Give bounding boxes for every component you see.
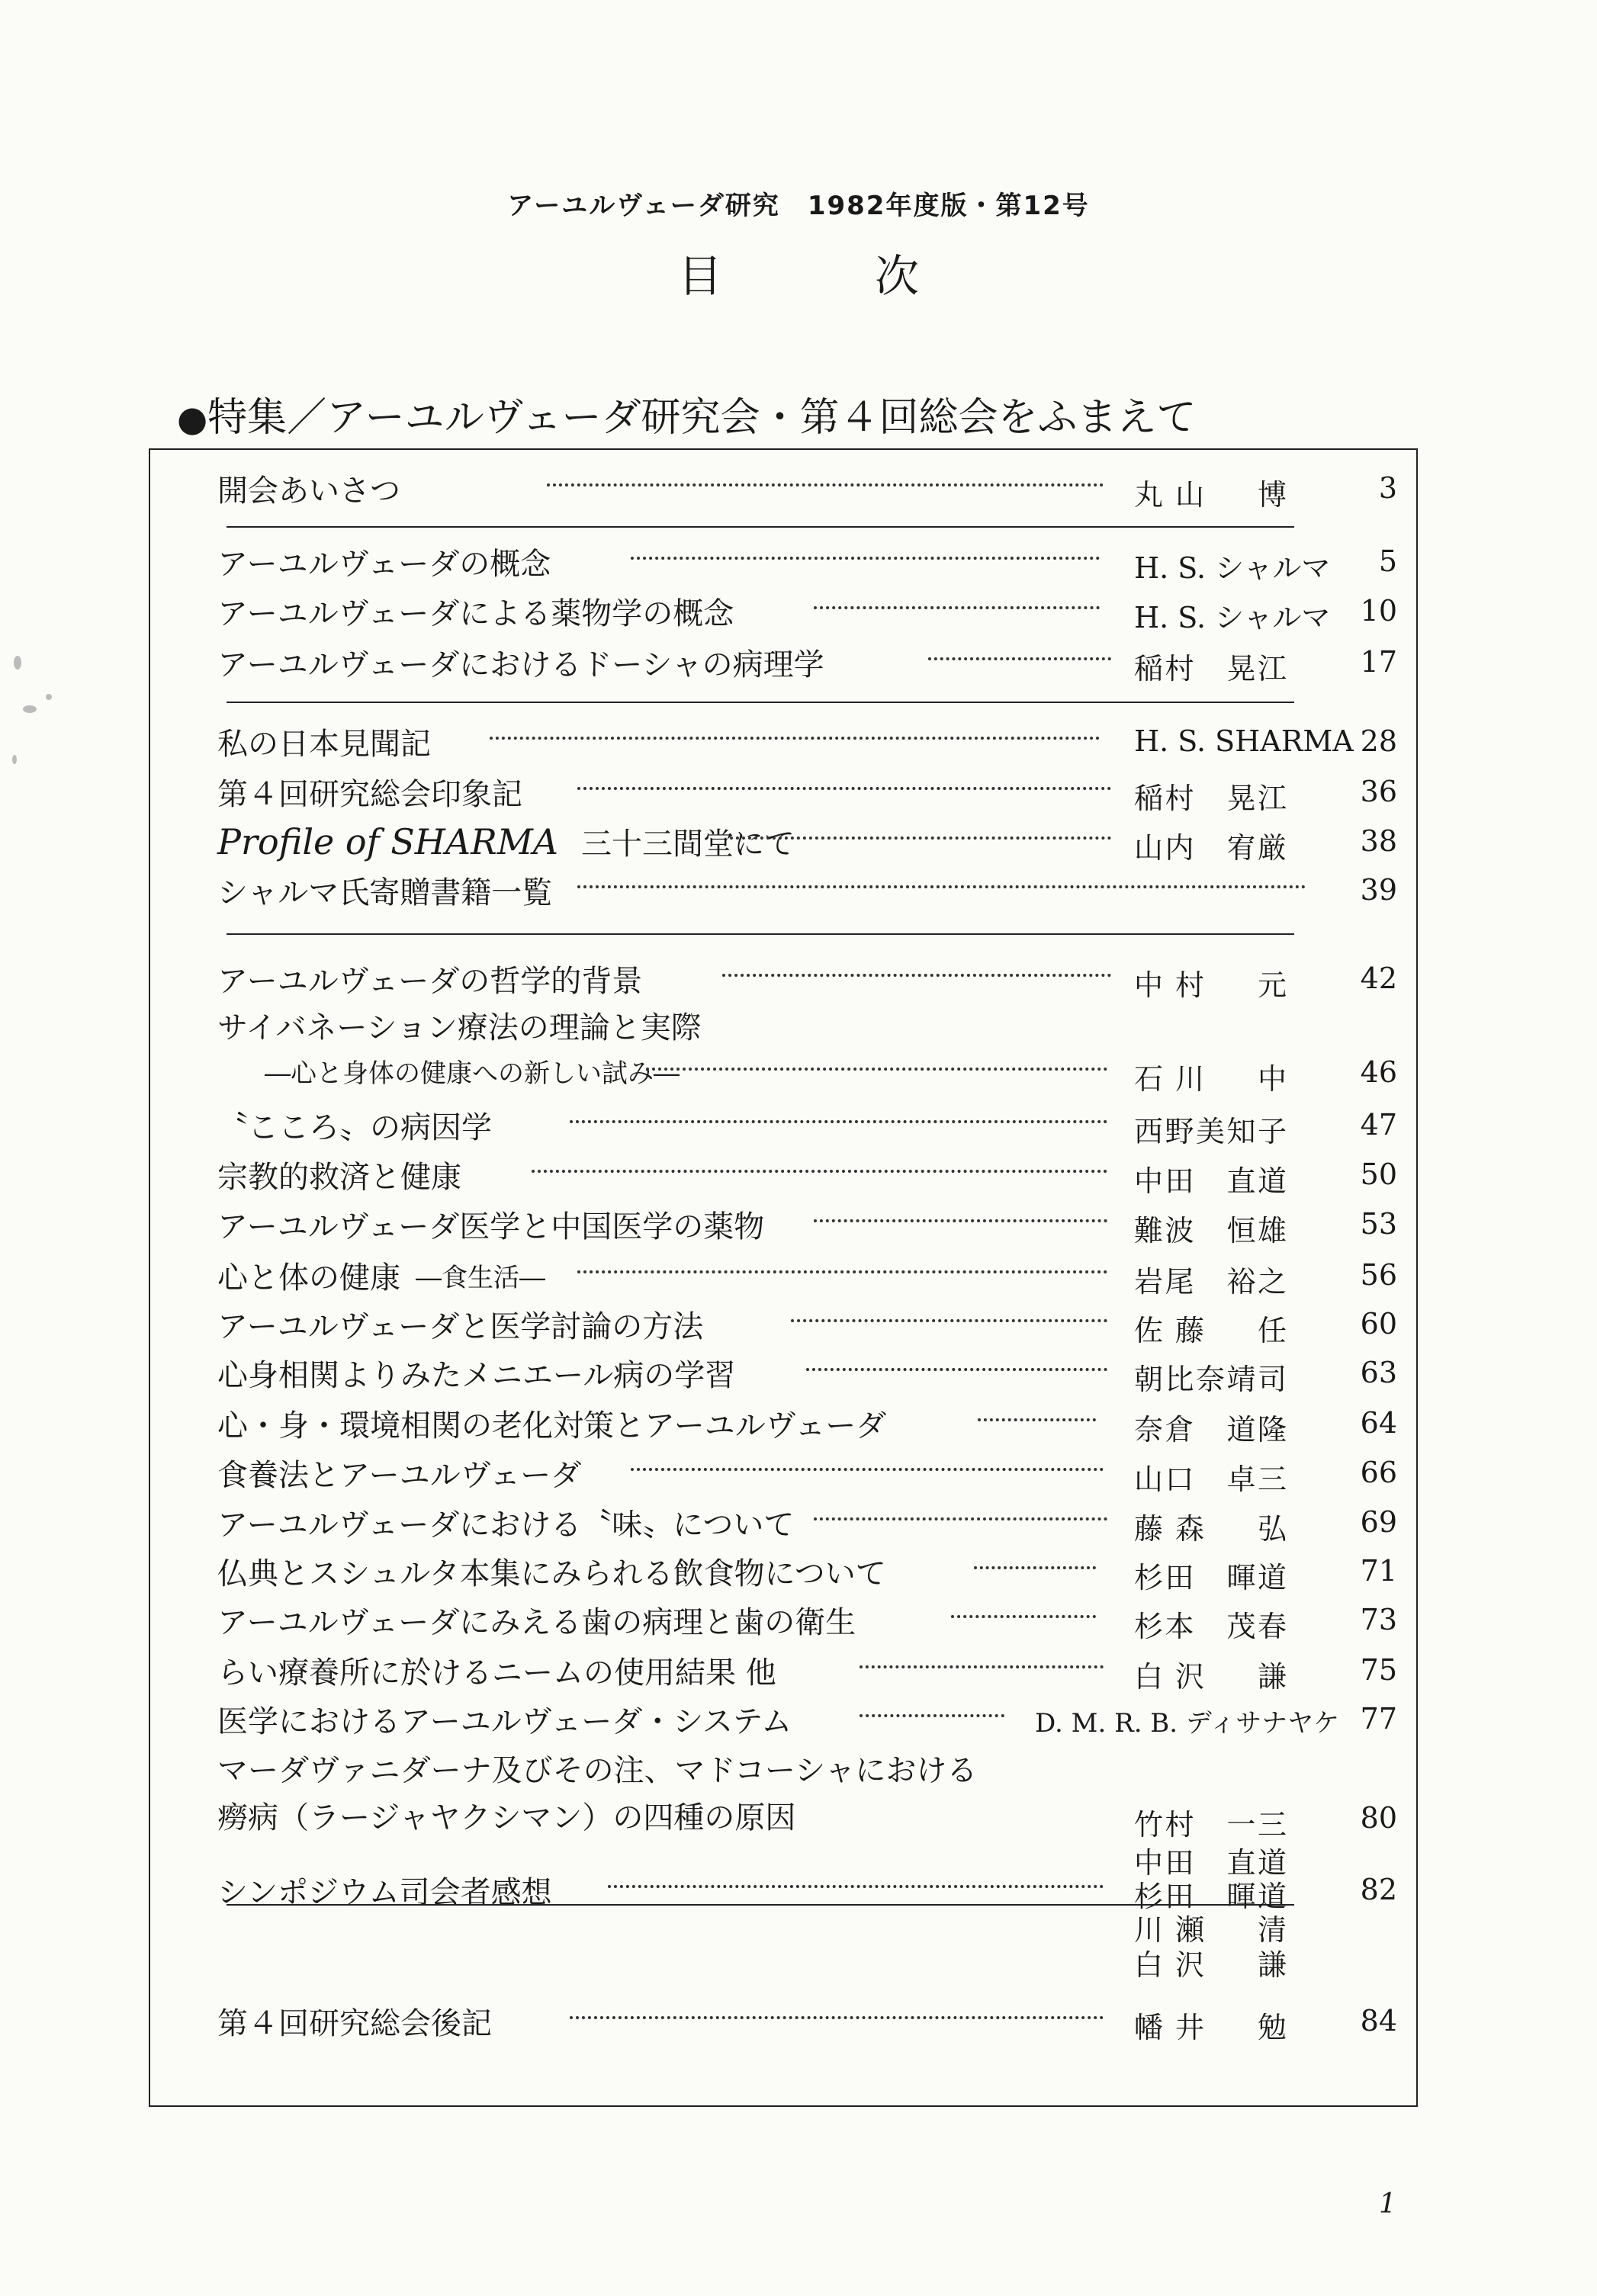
entry-title (217, 1868, 552, 1912)
entry-page: 10 (1360, 594, 1397, 628)
entry-author: 西野美知子 (1134, 1115, 1287, 1148)
entry-author: 杉田 暉道 (1134, 1561, 1287, 1594)
entry-author: 稲村 晃江 (1134, 782, 1287, 815)
toc-entry (150, 1649, 1419, 1694)
toc-entry (150, 869, 1419, 910)
entry-author: H. S. SHARMA (1134, 724, 1354, 758)
entry-title (217, 540, 551, 583)
entry-title (217, 720, 431, 763)
entry-author: 杉本 茂春 (1134, 1610, 1287, 1643)
toc-entry (150, 720, 1419, 762)
toc-heading: 目次 (677, 250, 1072, 302)
entry-author: 稲村 晃江 (1134, 652, 1287, 686)
leader-dots (577, 1270, 1107, 1273)
leader-dots (951, 1615, 1096, 1618)
entry-page: 60 (1360, 1307, 1397, 1341)
toc-entry (150, 540, 1419, 585)
entry-page: 73 (1360, 1603, 1397, 1636)
toc-entry (150, 1203, 1419, 1248)
entry-title (217, 1302, 703, 1346)
entry-title (217, 1451, 581, 1495)
entry-author: 白沢 謙 (1134, 1660, 1287, 1694)
entry-title-text: 開会あいさつ (217, 474, 400, 509)
entry-title-text: シャルマ氏寄贈書籍一覧 (217, 875, 553, 910)
entry-title (217, 869, 552, 912)
entry-page: 84 (1360, 2004, 1397, 2037)
entry-title-text: 食養法とアーユルヴェーダ (217, 1458, 582, 1493)
entry-author: 山内 宥厳 (1134, 831, 1287, 865)
entry-title-text: サイバネーション療法の理論と実際 (217, 1010, 702, 1045)
entry-title-text: 第４回研究総会後記 (217, 2006, 492, 2041)
leader-dots (547, 483, 1104, 486)
leader-dots (730, 837, 1111, 840)
entry-page: 5 (1378, 544, 1397, 578)
entry-title-line2: 癆病（ラージャヤクシマン）の四種の原因 (217, 1800, 796, 1835)
entry-title (217, 1103, 492, 1147)
toc-entry (150, 1351, 1419, 1396)
leader-dots (978, 1418, 1096, 1421)
entry-title (217, 1351, 735, 1395)
entry-title (217, 1254, 545, 1297)
entry-author: 川瀬 清 (1134, 1913, 1287, 1947)
entry-subtitle: ―食生活― (416, 1263, 545, 1293)
entry-title (217, 1203, 764, 1246)
leader-dots (631, 1468, 1104, 1471)
entry-title (217, 467, 400, 510)
section-divider (227, 933, 1294, 935)
entry-title-text: 〝こころ〟の病因学 (217, 1110, 492, 1145)
page-number: 1 (1379, 2188, 1396, 2220)
toc-entry (150, 1868, 1419, 1982)
entry-title (217, 1999, 492, 2043)
leader-dots (806, 1368, 1107, 1371)
toc-entry (150, 1451, 1419, 1496)
toc-entry (150, 1999, 1419, 2044)
leader-dots (577, 787, 1111, 790)
entry-page: 39 (1360, 873, 1397, 907)
entry-title (217, 1598, 856, 1642)
entry-title-text: 宗教的救済と健康 (217, 1160, 461, 1195)
entry-page: 17 (1360, 645, 1397, 679)
toc-entry (150, 1598, 1419, 1643)
entry-page: 63 (1360, 1356, 1397, 1389)
section-divider (227, 702, 1294, 703)
entry-title-text: アーユルヴェーダと医学討論の方法 (217, 1309, 704, 1344)
entry-author: 藤森 弘 (1134, 1512, 1287, 1546)
feature-title-text: 特集／アーユルヴェーダ研究会・第４回総会をふまえて (207, 395, 1197, 441)
entry-title-text: アーユルヴェーダによる薬物学の概念 (217, 596, 734, 631)
entry-title-text: 心・身・環境相関の老化対策とアーユルヴェーダ (217, 1408, 887, 1443)
entry-title-text: 医学におけるアーユルヴェーダ・システム (217, 1704, 792, 1739)
bullet-icon: ● (177, 398, 208, 439)
leader-dots (860, 1714, 1004, 1717)
leader-dots (532, 1170, 1107, 1173)
entry-page: 46 (1360, 1055, 1397, 1089)
entry-author: 奈倉 道隆 (1134, 1413, 1287, 1447)
toc-entry (150, 770, 1419, 815)
entry-page: 38 (1360, 824, 1397, 858)
leader-dots (577, 885, 1306, 888)
entry-title-text: 仏典とスシュルタ本集にみられる飲食物について (217, 1556, 886, 1591)
toc-entry (150, 1254, 1419, 1299)
entry-title-text: 三十三間堂にて (581, 827, 795, 862)
toc-entry (150, 820, 1419, 865)
entry-title-text: アーユルヴェーダの哲学的背景 (217, 964, 643, 999)
leader-dots (490, 737, 1100, 740)
entry-author: H. S. シャルマ (1134, 601, 1331, 634)
entry-author: 中村 元 (1134, 968, 1287, 1002)
entry-title (217, 1501, 794, 1544)
entry-page: 69 (1360, 1505, 1397, 1539)
leader-dots (631, 557, 1100, 560)
leader-dots (646, 1068, 1107, 1071)
leader-dots (860, 1665, 1104, 1668)
entry-title-text: らい療養所に於けるニームの使用結果 他 (217, 1655, 776, 1691)
entry-author: 岩尾 裕之 (1134, 1265, 1287, 1299)
leader-dots (570, 1120, 1107, 1123)
entry-title (217, 1003, 702, 1047)
entry-author: 中田 直道 (1134, 1164, 1287, 1198)
entry-title (217, 1697, 792, 1741)
entry-title (217, 1746, 977, 1790)
entry-page: 50 (1360, 1158, 1397, 1191)
entry-author: 朝比奈靖司 (1134, 1363, 1287, 1396)
leader-dots (814, 1517, 1107, 1520)
entry-title-text: マーダヴァニダーナ及びその注、マドコーシャにおける (217, 1753, 978, 1788)
entry-title (217, 770, 522, 814)
toc-entry (150, 1302, 1419, 1347)
entry-page: 3 (1378, 471, 1397, 505)
entry-page: 71 (1360, 1554, 1397, 1588)
entry-author: H. S. シャルマ (1134, 551, 1331, 585)
section-divider (227, 526, 1294, 528)
toc-entry (150, 957, 1419, 1002)
toc-entry (150, 1501, 1419, 1546)
entry-title (217, 589, 734, 633)
entry-title (217, 1402, 886, 1445)
entry-author: 白沢 謙 (1134, 1948, 1287, 1982)
entry-author: 石川 中 (1134, 1062, 1287, 1096)
toc-entry (150, 1549, 1419, 1594)
entry-author: D. M. R. B. ディサナヤケ (1035, 1708, 1340, 1739)
entry-page: 47 (1360, 1108, 1397, 1142)
entry-title-text: アーユルヴェーダにおける〝味〟について (217, 1508, 795, 1543)
entry-author: 佐藤 任 (1134, 1314, 1287, 1347)
entry-title (217, 1649, 776, 1692)
entry-title-text: アーユルヴェーダ医学と中国医学の薬物 (217, 1209, 765, 1244)
entry-author: 山口 卓三 (1134, 1463, 1287, 1496)
entry-title (217, 641, 824, 684)
toc-box (149, 448, 1418, 2107)
toc-entry (150, 641, 1419, 686)
toc-entry (150, 589, 1419, 634)
journal-header: アーユルヴェーダ研究 1982年度版・第12号 (507, 191, 1090, 221)
entry-title-text: シンポジウム司会者感想 (217, 1875, 552, 1910)
feature-title (177, 385, 1197, 442)
toc-entry (150, 1746, 1419, 1880)
entry-page: 36 (1360, 775, 1397, 808)
entry-author: 中田 直道 (1134, 1846, 1287, 1880)
entry-author: 竹村 一三 (1134, 1808, 1287, 1842)
entry-author: 難波 恒雄 (1134, 1214, 1287, 1248)
entry-title (217, 1153, 461, 1196)
leader-dots (608, 1885, 1104, 1888)
toc-entry (150, 1153, 1419, 1198)
toc-entry (150, 1402, 1419, 1447)
entry-title-text: 第４回研究総会印象記 (217, 777, 522, 812)
entry-page: 64 (1360, 1406, 1397, 1440)
entry-title-text: アーユルヴェーダの概念 (217, 547, 551, 582)
leader-dots (722, 974, 1111, 977)
entry-page: 80 (1360, 1801, 1397, 1835)
entry-subtitle: ―心と身体の健康への新しい試み― (265, 1058, 680, 1089)
entry-page: 42 (1360, 962, 1397, 995)
toc-entry (150, 467, 1419, 512)
entry-page: 77 (1360, 1702, 1397, 1736)
entry-page: 28 (1360, 724, 1397, 758)
entry-author: 丸山 博 (1134, 478, 1287, 512)
entry-title-italic: Profile of SHARMA (217, 820, 559, 862)
entry-title-text: 心身相関よりみたメニエール病の学習 (217, 1358, 736, 1393)
leader-dots (928, 657, 1111, 660)
entry-title-text: アーユルヴェーダにおけるドーシャの病理学 (217, 647, 824, 682)
leader-dots (791, 1319, 1107, 1322)
toc-entry (150, 1010, 1419, 1096)
entry-author: 杉田 暉道 (1134, 1880, 1287, 1913)
entry-title-text: 私の日本見聞記 (217, 727, 431, 762)
leader-dots (814, 1219, 1107, 1222)
toc-entry (150, 1103, 1419, 1148)
entry-page: 75 (1360, 1653, 1397, 1687)
leader-dots (974, 1566, 1096, 1569)
entry-page: 66 (1360, 1456, 1397, 1489)
entry-title (217, 957, 642, 1000)
entry-page: 53 (1360, 1207, 1397, 1241)
entry-title (217, 1549, 886, 1593)
entry-page: 82 (1360, 1873, 1397, 1906)
entry-title-text: 心と体の健康 (217, 1260, 400, 1296)
leader-dots (570, 2016, 1104, 2019)
entry-author: 幡井 勉 (1134, 2011, 1287, 2044)
toc-entry (150, 1697, 1419, 1739)
entry-title (217, 820, 795, 863)
entry-page: 56 (1360, 1258, 1397, 1292)
leader-dots (814, 606, 1100, 609)
entry-title-text: アーユルヴェーダにみえる歯の病理と歯の衛生 (217, 1605, 856, 1640)
